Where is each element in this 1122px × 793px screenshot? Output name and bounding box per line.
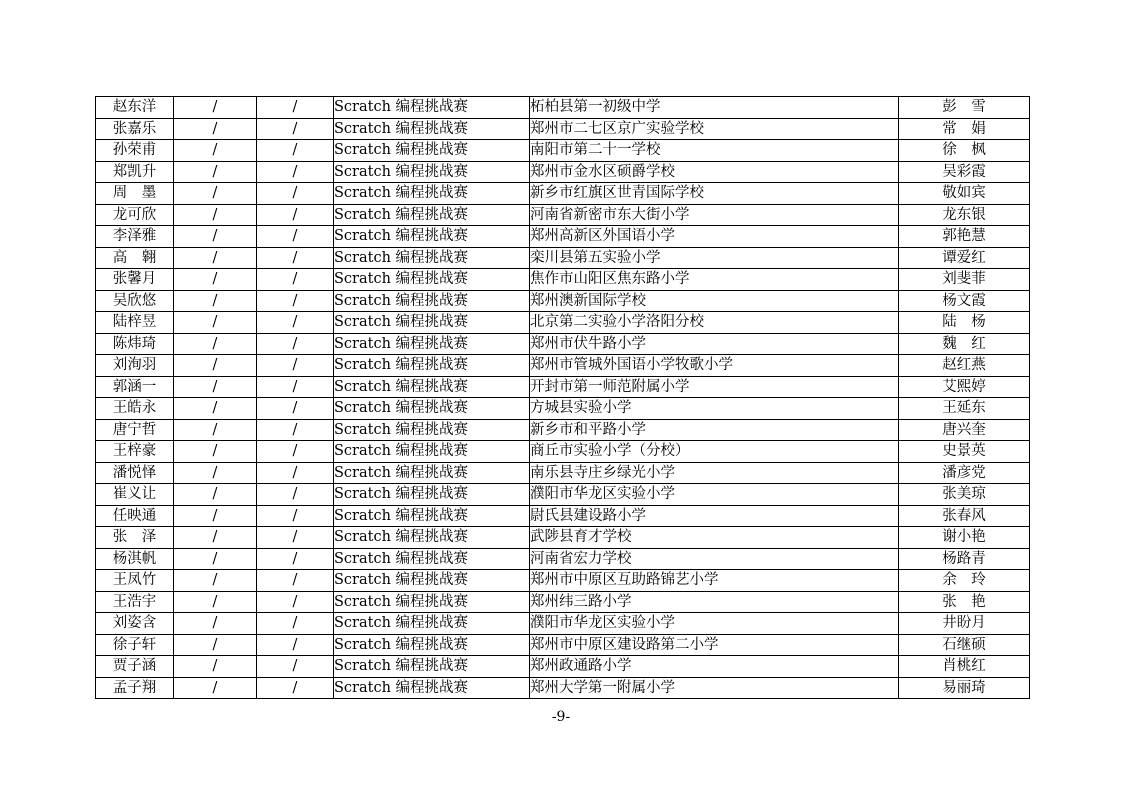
- teacher-cell: 刘斐菲: [899, 269, 1030, 291]
- page-number: -9-: [551, 709, 571, 725]
- slash-cell-1: /: [174, 312, 257, 334]
- event-cell: Scratch 编程挑战赛: [334, 484, 530, 506]
- school-cell: 郑州高新区外国语小学: [530, 226, 899, 248]
- slash-cell-1: /: [174, 140, 257, 162]
- school-cell: 焦作市山阳区焦东路小学: [530, 269, 899, 291]
- slash-cell-1: /: [174, 634, 257, 656]
- event-cell: Scratch 编程挑战赛: [334, 333, 530, 355]
- slash-cell-2: /: [257, 570, 334, 592]
- student-name-cell: 陈炜琦: [96, 333, 174, 355]
- table-body: [96, 97, 1030, 699]
- school-cell: 南阳市第二十一学校: [530, 140, 899, 162]
- teacher-cell: 郭艳慧: [899, 226, 1030, 248]
- table-row: [96, 419, 1030, 441]
- slash-cell-2: /: [257, 613, 334, 635]
- slash-cell-2: /: [257, 269, 334, 291]
- teacher-cell: 彭 雪: [899, 97, 1030, 119]
- slash-cell-1: /: [174, 204, 257, 226]
- table-row: [96, 505, 1030, 527]
- teacher-cell: 张春风: [899, 505, 1030, 527]
- student-name-cell: 王梓豪: [96, 441, 174, 463]
- slash-cell-2: /: [257, 441, 334, 463]
- student-name-cell: 郭涵一: [96, 376, 174, 398]
- table-row: [96, 398, 1030, 420]
- school-cell: 郑州市二七区京广实验学校: [530, 118, 899, 140]
- teacher-cell: 吴彩霞: [899, 161, 1030, 183]
- event-cell: Scratch 编程挑战赛: [334, 183, 530, 205]
- teacher-cell: 王延东: [899, 398, 1030, 420]
- event-cell: Scratch 编程挑战赛: [334, 441, 530, 463]
- slash-cell-1: /: [174, 462, 257, 484]
- teacher-cell: 井盼月: [899, 613, 1030, 635]
- table-row: [96, 333, 1030, 355]
- student-name-cell: 王皓永: [96, 398, 174, 420]
- student-name-cell: 徐子轩: [96, 634, 174, 656]
- school-cell: 栾川县第五实验小学: [530, 247, 899, 269]
- school-cell: 武陟县育才学校: [530, 527, 899, 549]
- slash-cell-1: /: [174, 269, 257, 291]
- student-name-cell: 孙荣甫: [96, 140, 174, 162]
- slash-cell-2: /: [257, 204, 334, 226]
- teacher-cell: 敬如宾: [899, 183, 1030, 205]
- slash-cell-1: /: [174, 505, 257, 527]
- school-cell: 河南省新密市东大街小学: [530, 204, 899, 226]
- event-cell: Scratch 编程挑战赛: [334, 591, 530, 613]
- student-name-cell: 任映通: [96, 505, 174, 527]
- school-cell: 郑州市伏牛路小学: [530, 333, 899, 355]
- slash-cell-1: /: [174, 591, 257, 613]
- slash-cell-2: /: [257, 247, 334, 269]
- table-row: [96, 183, 1030, 205]
- slash-cell-1: /: [174, 333, 257, 355]
- school-cell: 郑州政通路小学: [530, 656, 899, 678]
- slash-cell-1: /: [174, 161, 257, 183]
- table-row: [96, 355, 1030, 377]
- student-name-cell: 高 翱: [96, 247, 174, 269]
- slash-cell-2: /: [257, 312, 334, 334]
- table-row: [96, 441, 1030, 463]
- awards-table: [95, 96, 1030, 699]
- teacher-cell: 徐 枫: [899, 140, 1030, 162]
- school-cell: 郑州市中原区互助路锦艺小学: [530, 570, 899, 592]
- event-cell: Scratch 编程挑战赛: [334, 376, 530, 398]
- slash-cell-2: /: [257, 677, 334, 699]
- table-row: [96, 118, 1030, 140]
- event-cell: Scratch 编程挑战赛: [334, 355, 530, 377]
- table-row: [96, 484, 1030, 506]
- table-row: [96, 140, 1030, 162]
- event-cell: Scratch 编程挑战赛: [334, 656, 530, 678]
- table-row: [96, 290, 1030, 312]
- slash-cell-1: /: [174, 613, 257, 635]
- student-name-cell: 杨淇帆: [96, 548, 174, 570]
- table-row: [96, 204, 1030, 226]
- event-cell: Scratch 编程挑战赛: [334, 140, 530, 162]
- teacher-cell: 谢小艳: [899, 527, 1030, 549]
- student-name-cell: 张馨月: [96, 269, 174, 291]
- slash-cell-2: /: [257, 118, 334, 140]
- student-name-cell: 吴欣悠: [96, 290, 174, 312]
- slash-cell-2: /: [257, 183, 334, 205]
- school-cell: 尉氏县建设路小学: [530, 505, 899, 527]
- teacher-cell: 常 娟: [899, 118, 1030, 140]
- slash-cell-1: /: [174, 118, 257, 140]
- table-row: [96, 161, 1030, 183]
- event-cell: Scratch 编程挑战赛: [334, 613, 530, 635]
- teacher-cell: 杨路青: [899, 548, 1030, 570]
- slash-cell-1: /: [174, 97, 257, 119]
- student-name-cell: 李泽雅: [96, 226, 174, 248]
- slash-cell-1: /: [174, 656, 257, 678]
- table-row: [96, 634, 1030, 656]
- event-cell: Scratch 编程挑战赛: [334, 677, 530, 699]
- teacher-cell: 易丽琦: [899, 677, 1030, 699]
- slash-cell-2: /: [257, 140, 334, 162]
- school-cell: 商丘市实验小学（分校）: [530, 441, 899, 463]
- table-row: [96, 656, 1030, 678]
- event-cell: Scratch 编程挑战赛: [334, 269, 530, 291]
- teacher-cell: 潘彦党: [899, 462, 1030, 484]
- event-cell: Scratch 编程挑战赛: [334, 312, 530, 334]
- slash-cell-1: /: [174, 355, 257, 377]
- event-cell: Scratch 编程挑战赛: [334, 247, 530, 269]
- student-name-cell: 刘姿含: [96, 613, 174, 635]
- slash-cell-1: /: [174, 376, 257, 398]
- teacher-cell: 谭爱红: [899, 247, 1030, 269]
- school-cell: 南乐县寺庄乡绿光小学: [530, 462, 899, 484]
- student-name-cell: 唐宁哲: [96, 419, 174, 441]
- school-cell: 方城县实验小学: [530, 398, 899, 420]
- slash-cell-2: /: [257, 656, 334, 678]
- slash-cell-2: /: [257, 591, 334, 613]
- table-row: [96, 677, 1030, 699]
- event-cell: Scratch 编程挑战赛: [334, 290, 530, 312]
- table-row: [96, 462, 1030, 484]
- table-row: [96, 591, 1030, 613]
- event-cell: Scratch 编程挑战赛: [334, 97, 530, 119]
- school-cell: 北京第二实验小学洛阳分校: [530, 312, 899, 334]
- student-name-cell: 王浩宇: [96, 591, 174, 613]
- event-cell: Scratch 编程挑战赛: [334, 161, 530, 183]
- student-name-cell: 龙可欣: [96, 204, 174, 226]
- school-cell: 河南省宏力学校: [530, 548, 899, 570]
- school-cell: 柘柏县第一初级中学: [530, 97, 899, 119]
- school-cell: 郑州市中原区建设路第二小学: [530, 634, 899, 656]
- slash-cell-2: /: [257, 226, 334, 248]
- slash-cell-2: /: [257, 634, 334, 656]
- slash-cell-2: /: [257, 398, 334, 420]
- slash-cell-2: /: [257, 462, 334, 484]
- teacher-cell: 赵红燕: [899, 355, 1030, 377]
- slash-cell-1: /: [174, 548, 257, 570]
- school-cell: 郑州市金水区硕爵学校: [530, 161, 899, 183]
- table-row: [96, 570, 1030, 592]
- event-cell: Scratch 编程挑战赛: [334, 505, 530, 527]
- teacher-cell: 杨文霞: [899, 290, 1030, 312]
- school-cell: 濮阳市华龙区实验小学: [530, 484, 899, 506]
- slash-cell-2: /: [257, 376, 334, 398]
- teacher-cell: 魏 红: [899, 333, 1030, 355]
- school-cell: 濮阳市华龙区实验小学: [530, 613, 899, 635]
- slash-cell-2: /: [257, 97, 334, 119]
- slash-cell-2: /: [257, 484, 334, 506]
- student-name-cell: 潘悦怿: [96, 462, 174, 484]
- teacher-cell: 陆 杨: [899, 312, 1030, 334]
- slash-cell-1: /: [174, 290, 257, 312]
- school-cell: 新乡市和平路小学: [530, 419, 899, 441]
- slash-cell-2: /: [257, 290, 334, 312]
- event-cell: Scratch 编程挑战赛: [334, 226, 530, 248]
- slash-cell-2: /: [257, 505, 334, 527]
- school-cell: 新乡市红旗区世青国际学校: [530, 183, 899, 205]
- event-cell: Scratch 编程挑战赛: [334, 634, 530, 656]
- teacher-cell: 艾熙婷: [899, 376, 1030, 398]
- slash-cell-2: /: [257, 333, 334, 355]
- student-name-cell: 贾子涵: [96, 656, 174, 678]
- student-name-cell: 张嘉乐: [96, 118, 174, 140]
- student-name-cell: 刘洵羽: [96, 355, 174, 377]
- table-row: [96, 247, 1030, 269]
- slash-cell-1: /: [174, 677, 257, 699]
- slash-cell-1: /: [174, 226, 257, 248]
- event-cell: Scratch 编程挑战赛: [334, 527, 530, 549]
- slash-cell-2: /: [257, 548, 334, 570]
- teacher-cell: 龙东银: [899, 204, 1030, 226]
- table-row: [96, 548, 1030, 570]
- slash-cell-1: /: [174, 419, 257, 441]
- teacher-cell: 石继硕: [899, 634, 1030, 656]
- event-cell: Scratch 编程挑战赛: [334, 548, 530, 570]
- event-cell: Scratch 编程挑战赛: [334, 398, 530, 420]
- teacher-cell: 张 艳: [899, 591, 1030, 613]
- table-row: [96, 613, 1030, 635]
- school-cell: 郑州澳新国际学校: [530, 290, 899, 312]
- student-name-cell: 郑凯升: [96, 161, 174, 183]
- slash-cell-2: /: [257, 419, 334, 441]
- table-row: [96, 226, 1030, 248]
- event-cell: Scratch 编程挑战赛: [334, 204, 530, 226]
- slash-cell-2: /: [257, 527, 334, 549]
- student-name-cell: 周 墨: [96, 183, 174, 205]
- teacher-cell: 史景英: [899, 441, 1030, 463]
- slash-cell-2: /: [257, 161, 334, 183]
- student-name-cell: 陆梓昱: [96, 312, 174, 334]
- school-cell: 开封市第一师范附属小学: [530, 376, 899, 398]
- teacher-cell: 余 玲: [899, 570, 1030, 592]
- event-cell: Scratch 编程挑战赛: [334, 419, 530, 441]
- slash-cell-2: /: [257, 355, 334, 377]
- table-row: [96, 376, 1030, 398]
- teacher-cell: 张美琼: [899, 484, 1030, 506]
- student-name-cell: 崔义让: [96, 484, 174, 506]
- student-name-cell: 王凤竹: [96, 570, 174, 592]
- table-row: [96, 269, 1030, 291]
- school-cell: 郑州纬三路小学: [530, 591, 899, 613]
- slash-cell-1: /: [174, 441, 257, 463]
- table-row: [96, 97, 1030, 119]
- slash-cell-1: /: [174, 398, 257, 420]
- table-row: [96, 312, 1030, 334]
- school-cell: 郑州大学第一附属小学: [530, 677, 899, 699]
- table-row: [96, 527, 1030, 549]
- slash-cell-1: /: [174, 484, 257, 506]
- slash-cell-1: /: [174, 247, 257, 269]
- slash-cell-1: /: [174, 527, 257, 549]
- student-name-cell: 张 泽: [96, 527, 174, 549]
- slash-cell-1: /: [174, 570, 257, 592]
- event-cell: Scratch 编程挑战赛: [334, 570, 530, 592]
- student-name-cell: 赵东洋: [96, 97, 174, 119]
- teacher-cell: 唐兴奎: [899, 419, 1030, 441]
- student-name-cell: 孟子翔: [96, 677, 174, 699]
- teacher-cell: 肖桃红: [899, 656, 1030, 678]
- slash-cell-1: /: [174, 183, 257, 205]
- event-cell: Scratch 编程挑战赛: [334, 462, 530, 484]
- school-cell: 郑州市管城外国语小学牧歌小学: [530, 355, 899, 377]
- event-cell: Scratch 编程挑战赛: [334, 118, 530, 140]
